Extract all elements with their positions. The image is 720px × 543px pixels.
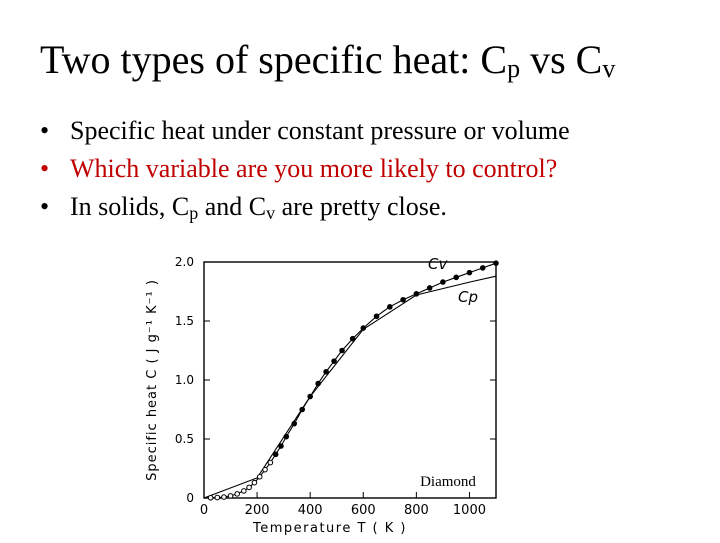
data-point-cv	[414, 292, 419, 297]
bullet-marker: •	[40, 154, 50, 183]
bullet-text: Specific heat under constant pressure or volume	[70, 116, 570, 145]
x-tick-label: 800	[403, 503, 429, 518]
data-point-cv	[324, 369, 329, 374]
series-label-cp: Cp	[458, 288, 478, 307]
data-point-cv	[252, 480, 257, 485]
data-point-cv	[208, 495, 213, 500]
data-point-cv	[242, 489, 247, 494]
bullet-text: Which variable are you more likely to control?	[70, 154, 558, 183]
data-point-cv	[374, 314, 379, 319]
data-point-cv	[284, 434, 289, 439]
data-point-cv	[292, 421, 297, 426]
data-point-cv	[235, 492, 240, 497]
data-point-cv	[247, 485, 252, 490]
data-point-cv	[480, 266, 485, 271]
series-line-cp	[204, 276, 496, 498]
bullet-sub-p: p	[189, 203, 199, 223]
data-point-cv	[361, 326, 366, 331]
x-tick-label: 200	[244, 503, 270, 518]
data-point-cv	[441, 280, 446, 285]
data-point-cv	[388, 305, 393, 310]
data-point-cv	[263, 467, 268, 472]
bullet-list	[40, 112, 570, 228]
bullet-text-post: are pretty close.	[275, 192, 447, 221]
title-sub-v: v	[602, 54, 616, 83]
chart-annotation-diamond: Diamond	[420, 474, 476, 490]
data-point-cv	[215, 495, 220, 500]
data-point-cv	[228, 494, 233, 499]
series-line-cv	[211, 263, 496, 498]
bullet-item	[40, 150, 570, 188]
x-tick-label: 0	[199, 503, 209, 518]
bullet-marker: •	[40, 192, 50, 221]
bullet-sub-v: v	[266, 203, 276, 223]
y-axis-label: Specific heat C ( J g⁻¹ K⁻¹ )	[145, 279, 160, 481]
data-point-cv	[273, 452, 278, 457]
y-tick-label: 1.0	[174, 373, 194, 387]
y-tick-label: 1.5	[174, 314, 194, 328]
data-point-cv	[257, 474, 262, 479]
slide-title	[40, 36, 615, 83]
bullet-text-pre: In solids, C	[70, 192, 190, 221]
title-sub-p: p	[507, 54, 521, 83]
y-tick-label: 0.5	[174, 432, 194, 446]
data-point-cv	[454, 275, 459, 280]
x-axis-label: Temperature T ( K )	[253, 521, 407, 536]
title-text-vs: vs C	[520, 37, 603, 82]
y-tick-label: 2.0	[174, 255, 194, 269]
bullet-item	[40, 112, 570, 150]
x-tick-label: 1000	[452, 503, 487, 518]
title-text: Two types of specific heat: C	[40, 37, 508, 82]
data-point-cv	[308, 394, 313, 399]
chart-svg	[130, 250, 510, 538]
data-point-cv	[300, 407, 305, 412]
data-point-cv	[279, 444, 284, 449]
data-point-cv	[222, 495, 227, 500]
plot-frame	[204, 262, 496, 498]
bullet-marker: •	[40, 116, 50, 145]
data-point-cv	[427, 286, 432, 291]
x-tick-label: 400	[297, 503, 323, 518]
data-point-cv	[401, 297, 406, 302]
x-tick-label: 600	[350, 503, 376, 518]
y-tick-label: 0	[186, 491, 194, 505]
data-point-cv	[316, 381, 321, 386]
specific-heat-chart	[130, 250, 510, 543]
data-point-cv	[467, 270, 472, 275]
data-point-cv	[332, 359, 337, 364]
bullet-item	[40, 188, 570, 228]
data-point-cv	[340, 348, 345, 353]
data-point-cv	[350, 336, 355, 341]
data-point-cv	[494, 261, 499, 266]
bullet-text-mid: and C	[198, 192, 267, 221]
data-point-cv	[268, 460, 273, 465]
series-label-cv: Cv	[428, 255, 448, 274]
